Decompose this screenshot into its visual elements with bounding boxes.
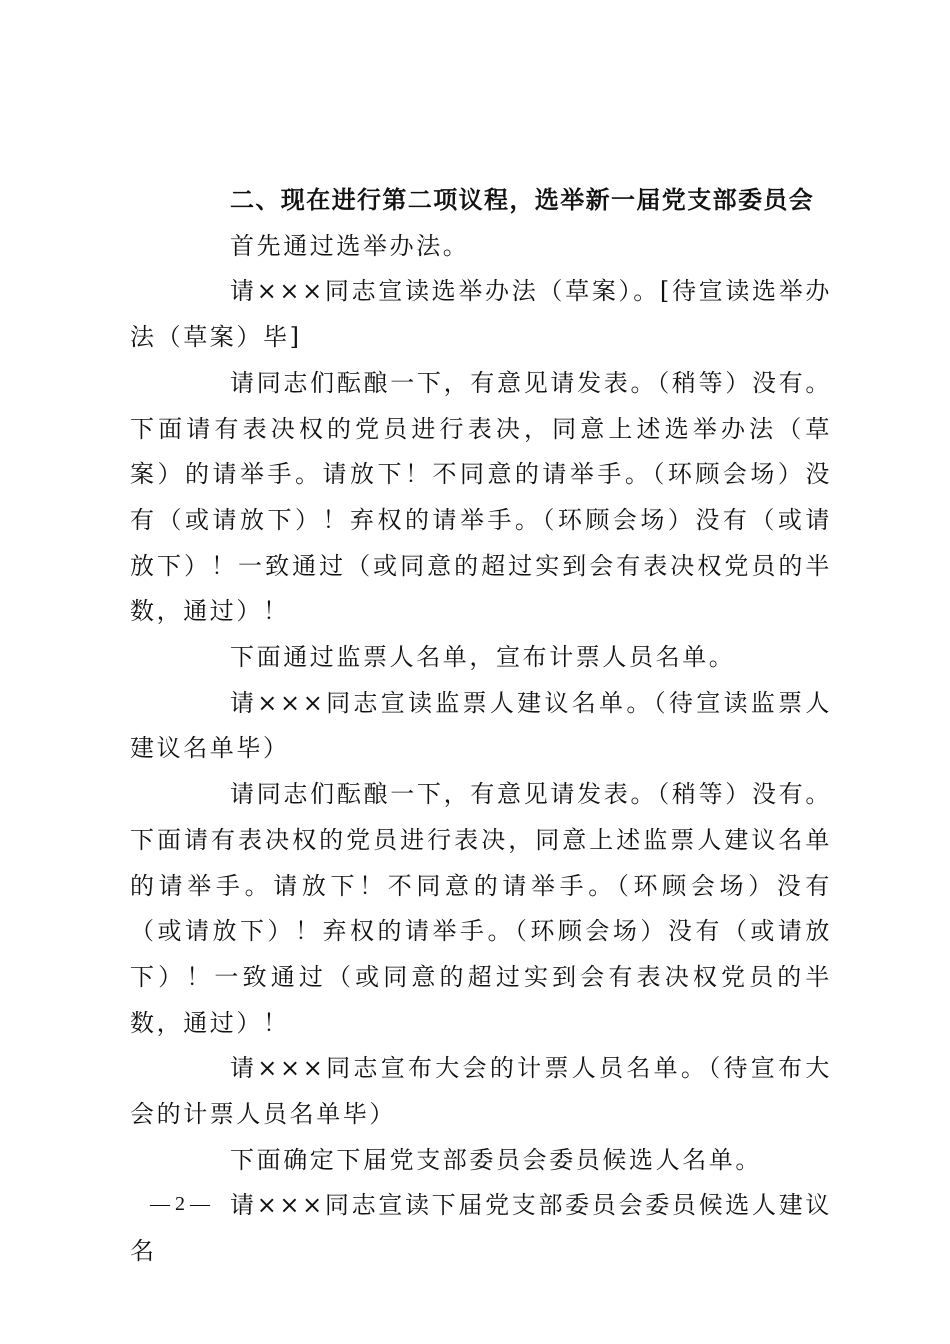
paragraph-3: 请同志们酝酿一下，有意见请发表。（稍等）没有。下面请有表决权的党员进行表决，同意上述选举办法（草案）的请举手。请放下！不同意的请举手。（环顾会场）没有（或请放下）！弃权的请举手。（环顾会场）没有（或请放下）！一致通过（或同意的超过实到会有表决权党员的半数，通过）！ [130, 368, 832, 626]
section-heading: 二、现在进行第二项议程，选举新一届党支部委员会 [230, 186, 815, 214]
paragraph-6: 请同志们酝酿一下，有意见请发表。（稍等）没有。下面请有表决权的党员进行表决，同意上述监票人建议名单的请举手。请放下！不同意的请举手。（环顾会场）没有（或请放下）！弃权的请举手。（环顾会场）没有（或请放下）！一致通过（或同意的超过实到会有表决权党员的半数，通过）！ [130, 780, 832, 1037]
paragraph-8: 下面确定下届党支部委员会委员候选人名单。 [230, 1145, 762, 1174]
paragraph-9: 请×××同志宣读下届党支部委员会委员候选人建议名 [130, 1191, 832, 1266]
paragraph-5: 请×××同志宣读监票人建议名单。（待宣读监票人建议名单毕） [130, 688, 832, 763]
document-body [130, 178, 832, 1275]
page-number: — 2 — [150, 1193, 210, 1215]
paragraph-4: 下面通过监票人名单，宣布计票人员名单。 [230, 643, 736, 672]
paragraph-1: 首先通过选举办法。 [230, 231, 470, 260]
paragraph-2: 请×××同志宣读选举办法（草案）。[待宣读选举办法（草案）毕] [130, 277, 832, 352]
paragraph-7: 请×××同志宣布大会的计票人员名单。（待宣布大会的计票人员名单毕） [130, 1054, 832, 1129]
